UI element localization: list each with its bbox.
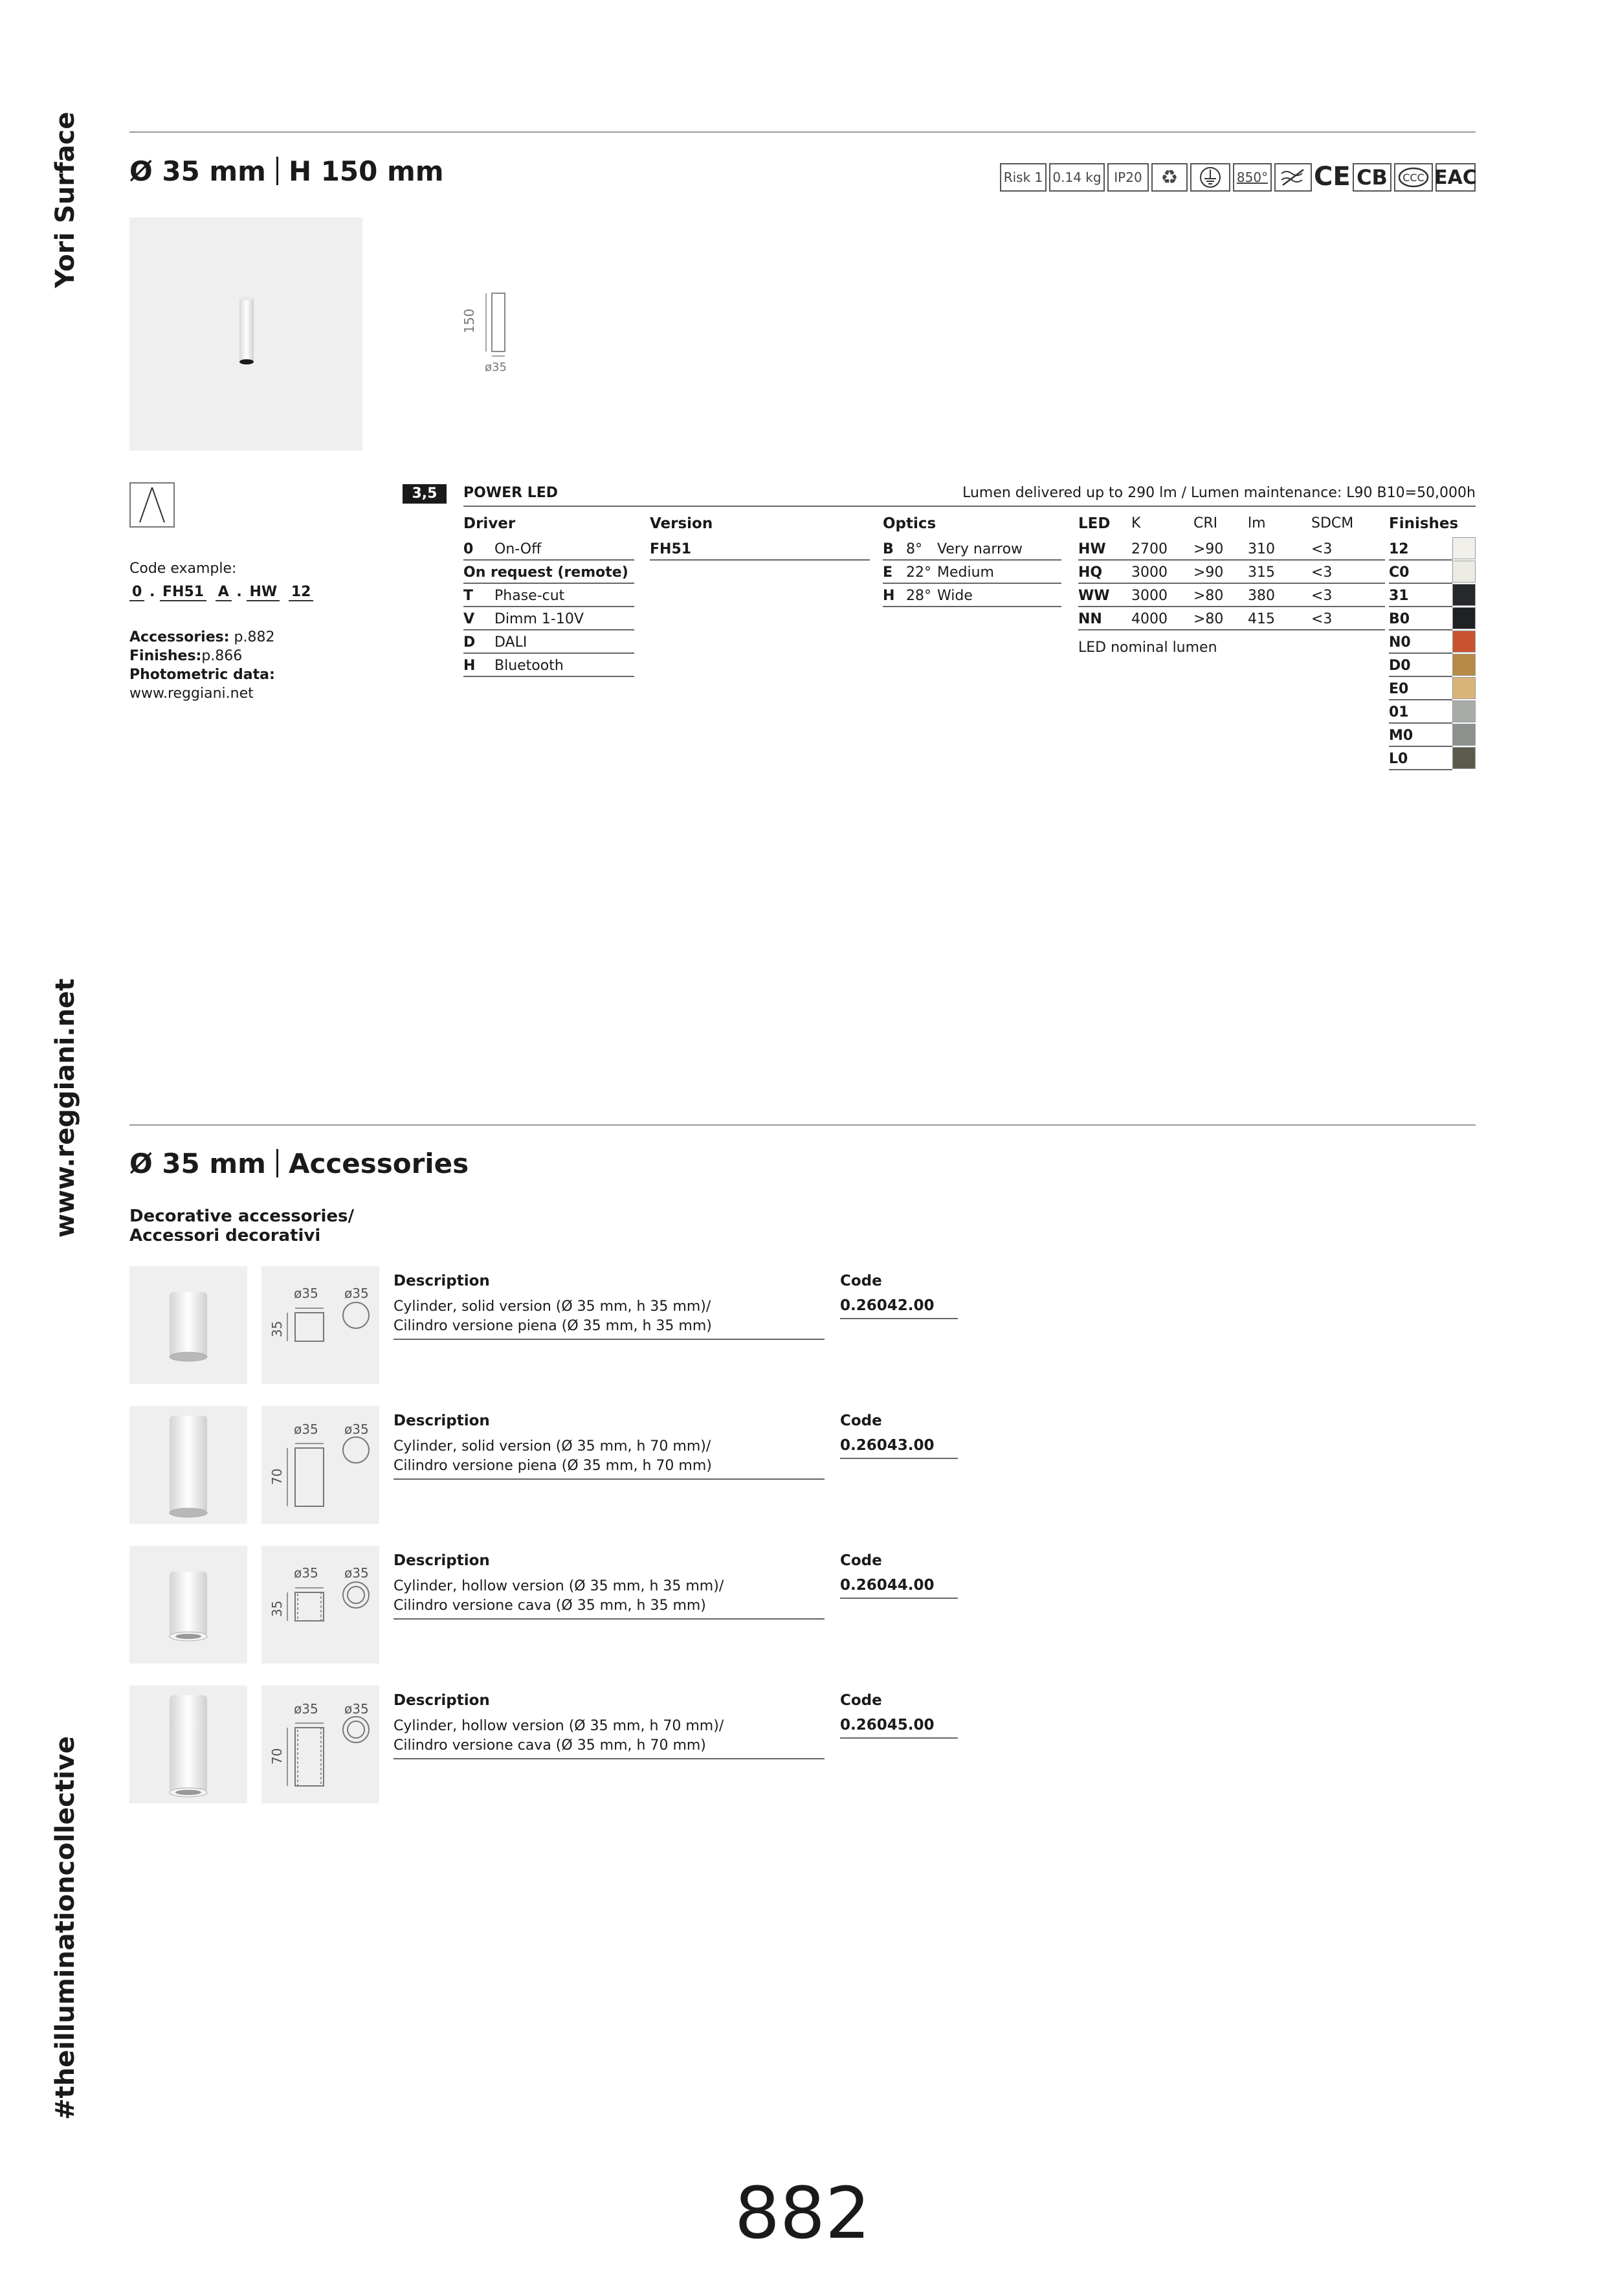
risk-badge: Risk 1 <box>1000 163 1047 192</box>
finish-swatch <box>1452 747 1476 769</box>
power-label: POWER LED <box>463 485 559 501</box>
reference-block: Accessories: p.882 Finishes:p.866 Photometric data: www.reggiani.net <box>129 629 275 702</box>
driver-row: 0 On-Off <box>463 539 634 561</box>
cb-mark: CB <box>1353 163 1391 192</box>
accessory-image <box>129 1266 247 1384</box>
finish-code: 31 <box>1389 585 1452 607</box>
drawing-diameter-top: ø35 <box>344 1286 369 1301</box>
accessory-drawing <box>261 1406 379 1524</box>
led-row: WW 3000 >80 380 <3 <box>1078 585 1385 607</box>
product-title <box>129 155 444 188</box>
description-rule <box>393 1618 825 1620</box>
optics-row: H 28° Wide <box>883 585 1061 607</box>
driver-row: H Bluetooth <box>463 655 634 677</box>
code-header: Code <box>840 1692 882 1709</box>
k-header: K <box>1131 515 1141 531</box>
finish-code: L0 <box>1389 748 1452 770</box>
driver-row: D DALI <box>463 632 634 654</box>
code-example-label: Code example: <box>129 561 237 577</box>
accessory-code: 0.26042.00 <box>840 1297 935 1314</box>
finish-swatch <box>1452 700 1476 722</box>
drawing-diameter-top: ø35 <box>344 1565 369 1581</box>
finish-code: B0 <box>1389 608 1452 630</box>
version-value: FH51 <box>650 539 870 561</box>
description-text: Cylinder, solid version (Ø 35 mm, h 70 mm)/ Cilindro versione piena (Ø 35 mm, h 70 mm) <box>393 1438 712 1474</box>
drawing-height: 35 <box>269 1321 285 1337</box>
accessory-drawing <box>261 1686 379 1803</box>
led-note: LED nominal lumen <box>1078 640 1217 656</box>
driver-header: Driver <box>463 515 516 532</box>
driver-row: On request (remote) <box>463 562 634 584</box>
beam-icon <box>129 482 175 528</box>
drawing-diameter: ø35 <box>294 1565 318 1581</box>
title-separator <box>276 157 278 185</box>
version-header: Version <box>650 515 713 532</box>
no-insulation-icon <box>1274 163 1312 192</box>
code-header: Code <box>840 1412 882 1429</box>
code-rule <box>840 1458 958 1459</box>
finish-code: N0 <box>1389 632 1452 654</box>
accessory-code: 0.26044.00 <box>840 1577 935 1594</box>
drawing-diameter-top: ø35 <box>344 1701 369 1717</box>
finish-code: M0 <box>1389 725 1452 747</box>
code-rule <box>840 1318 958 1319</box>
accessory-image <box>129 1546 247 1664</box>
finish-swatch <box>1452 630 1476 652</box>
finish-swatch <box>1452 561 1476 583</box>
lumen-note: Lumen delivered up to 290 lm / Lumen maintenance: L90 B10=50,000h <box>962 485 1476 501</box>
weight-badge: 0.14 kg <box>1049 163 1105 192</box>
cri-header: CRI <box>1193 515 1218 531</box>
led-row: NN 4000 >80 415 <3 <box>1078 608 1385 630</box>
recycle-icon: ♻ <box>1151 163 1188 192</box>
accessories-rule <box>129 1124 1476 1126</box>
led-row: HQ 3000 >90 315 <3 <box>1078 562 1385 584</box>
ccc-mark <box>1394 163 1433 192</box>
accessories-subtitle: Decorative accessories/ Accessori decorativi <box>129 1207 354 1245</box>
description-header: Description <box>393 1692 490 1709</box>
temperature-badge: 850° <box>1233 163 1272 192</box>
driver-row: V Dimm 1-10V <box>463 608 634 630</box>
eac-mark: EAC <box>1435 163 1476 192</box>
drawing-height: 150 <box>461 308 477 333</box>
finish-code: E0 <box>1389 678 1452 700</box>
finish-swatch <box>1452 607 1476 629</box>
lm-header: lm <box>1248 515 1266 531</box>
accessory-code: 0.26043.00 <box>840 1437 935 1454</box>
title-height: H 150 mm <box>288 155 444 187</box>
finish-code: C0 <box>1389 562 1452 584</box>
led-header: LED <box>1078 515 1111 532</box>
drawing-height: 70 <box>269 1748 285 1765</box>
drawing-height: 70 <box>269 1468 285 1485</box>
product-image <box>129 217 362 451</box>
accessory-drawing <box>261 1546 379 1664</box>
drawing-diameter-top: ø35 <box>344 1421 369 1437</box>
finish-swatch <box>1452 724 1476 746</box>
top-rule <box>129 131 1476 133</box>
dimension-drawing <box>456 288 521 379</box>
code-header: Code <box>840 1273 882 1289</box>
code-rule <box>840 1737 958 1739</box>
accessory-code: 0.26045.00 <box>840 1717 935 1733</box>
driver-row: T Phase-cut <box>463 585 634 607</box>
sidebar-website[interactable]: www.reggiani.net <box>50 978 80 1238</box>
description-rule <box>393 1478 825 1480</box>
optics-row: B 8° Very narrow <box>883 539 1061 561</box>
description-text: Cylinder, hollow version (Ø 35 mm, h 70 mm)/ Cilindro versione cava (Ø 35 mm, h 70 mm) <box>393 1718 724 1754</box>
led-row: HW 2700 >90 310 <3 <box>1078 539 1385 561</box>
description-text: Cylinder, hollow version (Ø 35 mm, h 35 mm)/ Cilindro versione cava (Ø 35 mm, h 35 mm) <box>393 1578 724 1614</box>
drawing-diameter: ø35 <box>294 1701 318 1717</box>
finish-swatch <box>1452 584 1476 606</box>
title-diameter: Ø 35 mm <box>129 155 266 187</box>
sdcm-header: SDCM <box>1311 515 1354 531</box>
svg-text:CCC: CCC <box>1402 172 1424 184</box>
power-badge: 3,5 W <box>403 484 447 504</box>
sidebar-hashtag: #theilluminationcollective <box>50 1736 80 2120</box>
optics-row: E 22° Medium <box>883 562 1061 584</box>
accessory-drawing <box>261 1266 379 1384</box>
optics-header: Optics <box>883 515 936 532</box>
description-text: Cylinder, solid version (Ø 35 mm, h 35 mm)/ Cilindro versione piena (Ø 35 mm, h 35 mm) <box>393 1298 712 1334</box>
sidebar-brand: Yori Surface <box>50 111 80 288</box>
class-i-icon <box>1190 163 1230 192</box>
drawing-height: 35 <box>269 1600 285 1617</box>
drawing-diameter: ø35 <box>294 1421 318 1437</box>
finish-code: D0 <box>1389 655 1452 677</box>
finish-code: 12 <box>1389 539 1452 561</box>
description-rule <box>393 1758 825 1759</box>
drawing-diameter: ø35 <box>485 361 507 374</box>
ip-badge: IP20 <box>1107 163 1149 192</box>
code-header: Code <box>840 1552 882 1569</box>
finish-swatch <box>1452 654 1476 676</box>
finishes-header: Finishes <box>1389 515 1459 532</box>
accessories-title: Ø 35 mm Accessories <box>129 1148 469 1179</box>
drawing-diameter: ø35 <box>294 1286 318 1301</box>
finish-code: 01 <box>1389 702 1452 724</box>
finish-swatch <box>1452 677 1476 699</box>
ce-mark: CE <box>1314 162 1351 192</box>
photometric-link[interactable]: www.reggiani.net <box>129 685 254 702</box>
description-rule <box>393 1339 825 1340</box>
code-rule <box>840 1598 958 1599</box>
description-header: Description <box>393 1412 490 1429</box>
page-number: 882 <box>735 2172 870 2255</box>
accessory-image <box>129 1686 247 1803</box>
code-example: 0 . FH51 A . HW 12 <box>129 584 313 600</box>
description-header: Description <box>393 1552 490 1569</box>
description-header: Description <box>393 1273 490 1289</box>
finish-swatch <box>1452 537 1476 559</box>
spec-rule <box>463 506 1476 507</box>
accessory-image <box>129 1406 247 1524</box>
